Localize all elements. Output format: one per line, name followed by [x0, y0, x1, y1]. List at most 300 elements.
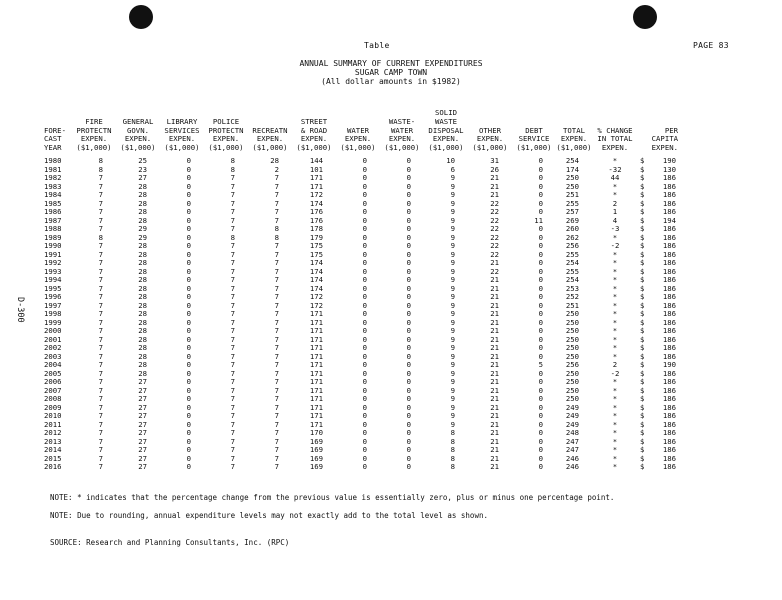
cell-value: 9: [450, 419, 455, 429]
cell-value: 253: [565, 283, 579, 293]
cell-value: 246: [565, 453, 579, 463]
cell-value: 7: [98, 394, 103, 404]
cell-pct-change: *: [612, 326, 618, 336]
cell-value: 8: [230, 156, 235, 166]
cell-per-capita: 186: [662, 198, 676, 208]
currency-symbol: $: [640, 300, 645, 310]
cell-value: 250: [565, 385, 579, 395]
cell-value: 0: [538, 436, 543, 446]
cell-per-capita: 186: [662, 368, 676, 378]
currency-symbol: $: [640, 360, 645, 370]
cell-value: 7: [230, 224, 235, 234]
cell-value: 0: [362, 419, 367, 429]
cell-value: 22: [490, 224, 499, 234]
cell-value: 7: [98, 462, 103, 472]
cell-pct-change: *: [612, 428, 618, 438]
cell-value: 171: [309, 377, 323, 387]
cell-value: 0: [538, 402, 543, 412]
cell-value: 8: [274, 232, 279, 242]
cell-pct-change: *: [612, 436, 618, 446]
cell-value: 7: [230, 241, 235, 251]
cell-value: 9: [450, 309, 455, 319]
currency-symbol: $: [640, 266, 645, 276]
cell-value: 0: [406, 445, 411, 455]
cell-value: 7: [98, 436, 103, 446]
cell-value: 21: [490, 360, 499, 370]
cell-value: 7: [98, 198, 103, 208]
expenditure-table: [44, 109, 680, 471]
cell-value: 0: [186, 198, 191, 208]
cell-value: 0: [186, 326, 191, 336]
cell-year: 1980: [44, 156, 62, 166]
cell-value: 0: [186, 190, 191, 200]
currency-symbol: $: [640, 190, 645, 200]
cell-value: 21: [490, 292, 499, 302]
currency-symbol: $: [640, 156, 645, 166]
cell-value: 7: [274, 215, 279, 225]
currency-symbol: $: [640, 181, 645, 191]
cell-pct-change: 2: [612, 360, 618, 370]
cell-year: 2012: [44, 428, 62, 438]
cell-value: 172: [309, 292, 323, 302]
cell-value: 28: [138, 215, 147, 225]
cell-year: 1991: [44, 249, 62, 259]
cell-value: 174: [309, 275, 323, 285]
source-note: SOURCE: Research and Planning Consultants, Inc. (RPC): [50, 538, 290, 547]
cell-value: 0: [406, 258, 411, 268]
cell-value: 0: [186, 275, 191, 285]
cell-value: 7: [274, 249, 279, 259]
cell-value: 251: [565, 190, 579, 200]
col-library: LIBRARY SERVICES EXPEN. ($1,000): [164, 116, 200, 153]
cell-pct-change: *: [612, 394, 618, 404]
cell-value: 171: [309, 402, 323, 412]
cell-value: 21: [490, 309, 499, 319]
cell-per-capita: 190: [662, 360, 676, 370]
cell-value: 28: [138, 249, 147, 259]
cell-year: 2004: [44, 360, 62, 370]
cell-value: 0: [186, 309, 191, 319]
cell-value: 28: [138, 241, 147, 251]
cell-per-capita: 186: [662, 385, 676, 395]
currency-symbol: $: [640, 164, 645, 174]
cell-year: 1988: [44, 224, 62, 234]
cell-per-capita: 186: [662, 181, 676, 191]
cell-year: 2005: [44, 368, 62, 378]
cell-value: 8: [450, 445, 455, 455]
cell-pct-change: *: [612, 334, 618, 344]
cell-value: 251: [565, 300, 579, 310]
cell-year: 2001: [44, 334, 62, 344]
cell-value: 0: [186, 300, 191, 310]
currency-symbol: $: [640, 326, 645, 336]
cell-value: 0: [362, 283, 367, 293]
cell-per-capita: 186: [662, 343, 676, 353]
cell-value: 7: [230, 436, 235, 446]
cell-value: 28: [138, 181, 147, 191]
cell-value: 7: [274, 190, 279, 200]
cell-year: 1997: [44, 300, 62, 310]
cell-year: 1989: [44, 232, 62, 242]
cell-value: 7: [274, 292, 279, 302]
cell-value: 7: [98, 266, 103, 276]
cell-value: 0: [186, 207, 191, 217]
cell-value: 0: [362, 173, 367, 183]
cell-pct-change: *: [612, 419, 618, 429]
cell-value: 254: [565, 258, 579, 268]
cell-per-capita: 186: [662, 309, 676, 319]
cell-year: 1999: [44, 317, 62, 327]
cell-value: 21: [490, 351, 499, 361]
cell-value: 7: [274, 173, 279, 183]
cell-value: 9: [450, 266, 455, 276]
cell-value: 0: [362, 309, 367, 319]
cell-value: 0: [186, 445, 191, 455]
cell-value: 21: [490, 283, 499, 293]
currency-symbol: $: [640, 292, 645, 302]
cell-value: 0: [406, 190, 411, 200]
cell-value: 9: [450, 351, 455, 361]
cell-year: 1998: [44, 309, 62, 319]
cell-value: 0: [362, 377, 367, 387]
cell-year: 2002: [44, 343, 62, 353]
cell-value: 7: [274, 326, 279, 336]
cell-pct-change: *: [612, 453, 618, 463]
cell-value: 29: [138, 224, 147, 234]
cell-value: 8: [98, 164, 103, 174]
cell-pct-change: *: [612, 411, 618, 421]
cell-value: 255: [565, 198, 579, 208]
cell-value: 7: [230, 394, 235, 404]
cell-value: 9: [450, 207, 455, 217]
cell-value: 21: [490, 190, 499, 200]
cell-value: 0: [362, 436, 367, 446]
cell-year: 1984: [44, 190, 62, 200]
cell-value: 29: [138, 232, 147, 242]
cell-per-capita: 186: [662, 453, 676, 463]
cell-value: 0: [186, 173, 191, 183]
cell-value: 7: [230, 198, 235, 208]
currency-symbol: $: [640, 411, 645, 421]
col-wastewater: WASTE- WATER EXPEN. ($1,000): [384, 116, 420, 153]
cell-value: 7: [274, 241, 279, 251]
cell-pct-change: *: [612, 402, 618, 412]
cell-value: 0: [538, 232, 543, 242]
cell-value: 0: [538, 368, 543, 378]
cell-value: 171: [309, 394, 323, 404]
cell-value: 250: [565, 377, 579, 387]
table-body: [44, 157, 680, 472]
currency-symbol: $: [640, 275, 645, 285]
cell-value: 255: [565, 249, 579, 259]
cell-value: 7: [230, 258, 235, 268]
currency-symbol: $: [640, 241, 645, 251]
cell-value: 9: [450, 224, 455, 234]
cell-value: 0: [538, 309, 543, 319]
cell-value: 0: [362, 190, 367, 200]
cell-value: 0: [538, 394, 543, 404]
cell-value: 7: [274, 343, 279, 353]
cell-per-capita: 186: [662, 283, 676, 293]
cell-value: 9: [450, 317, 455, 327]
cell-value: 7: [274, 258, 279, 268]
currency-symbol: $: [640, 462, 645, 472]
cell-value: 10: [446, 156, 455, 166]
currency-symbol: $: [640, 394, 645, 404]
cell-value: 7: [98, 368, 103, 378]
cell-value: 7: [98, 275, 103, 285]
cell-value: 7: [230, 411, 235, 421]
cell-value: 9: [450, 275, 455, 285]
cell-pct-change: *: [612, 351, 618, 361]
cell-value: 9: [450, 249, 455, 259]
cell-value: 0: [538, 377, 543, 387]
cell-year: 1995: [44, 283, 62, 293]
cell-value: 21: [490, 317, 499, 327]
cell-value: 21: [490, 173, 499, 183]
cell-value: 0: [362, 445, 367, 455]
col-total: TOTAL EXPEN. ($1,000): [556, 125, 592, 153]
cell-value: 0: [186, 428, 191, 438]
cell-value: 7: [98, 411, 103, 421]
cell-per-capita: 186: [662, 394, 676, 404]
cell-value: 9: [450, 334, 455, 344]
cell-value: 7: [230, 266, 235, 276]
cell-value: 0: [186, 419, 191, 429]
col-per-capita: PER CAPITA EXPEN.: [651, 125, 678, 153]
cell-value: 0: [362, 224, 367, 234]
cell-value: 0: [362, 334, 367, 344]
cell-year: 1996: [44, 292, 62, 302]
cell-value: 0: [362, 164, 367, 174]
cell-value: 0: [186, 360, 191, 370]
cell-value: 0: [362, 249, 367, 259]
header-row: [44, 109, 680, 153]
cell-value: 7: [98, 445, 103, 455]
cell-value: 7: [230, 368, 235, 378]
table-label: Table: [364, 41, 390, 50]
col-street-road: STREET & ROAD EXPEN. ($1,000): [296, 116, 332, 153]
cell-value: 171: [309, 334, 323, 344]
cell-value: 7: [98, 334, 103, 344]
cell-per-capita: 186: [662, 300, 676, 310]
cell-value: 7: [230, 309, 235, 319]
cell-pct-change: *: [612, 181, 618, 191]
cell-pct-change: -2: [610, 368, 620, 378]
cell-value: 7: [98, 292, 103, 302]
cell-value: 9: [450, 326, 455, 336]
cell-year: 1986: [44, 207, 62, 217]
cell-value: 9: [450, 258, 455, 268]
cell-value: 9: [450, 173, 455, 183]
cell-value: 8: [450, 453, 455, 463]
cell-value: 0: [406, 275, 411, 285]
cell-value: 0: [538, 445, 543, 455]
cell-value: 0: [538, 258, 543, 268]
cell-per-capita: 186: [662, 326, 676, 336]
cell-value: 28: [270, 156, 279, 166]
cell-value: 0: [362, 266, 367, 276]
cell-per-capita: 194: [662, 215, 676, 225]
cell-value: 9: [450, 385, 455, 395]
cell-value: 7: [98, 360, 103, 370]
cell-value: 0: [186, 181, 191, 191]
cell-value: 0: [538, 343, 543, 353]
cell-value: 7: [230, 453, 235, 463]
cell-per-capita: 186: [662, 317, 676, 327]
cell-value: 0: [186, 377, 191, 387]
cell-per-capita: 130: [662, 164, 676, 174]
cell-value: 7: [230, 334, 235, 344]
cell-value: 27: [138, 428, 147, 438]
cell-value: 27: [138, 445, 147, 455]
cell-per-capita: 186: [662, 249, 676, 259]
cell-value: 0: [362, 428, 367, 438]
cell-value: 28: [138, 292, 147, 302]
cell-year: 2006: [44, 377, 62, 387]
cell-value: 21: [490, 462, 499, 472]
cell-per-capita: 186: [662, 445, 676, 455]
cell-value: 249: [565, 411, 579, 421]
cell-value: 7: [98, 190, 103, 200]
cell-value: 7: [98, 351, 103, 361]
cell-value: 7: [98, 326, 103, 336]
currency-symbol: $: [640, 309, 645, 319]
cell-pct-change: *: [612, 232, 618, 242]
cell-value: 7: [274, 283, 279, 293]
cell-value: 0: [406, 402, 411, 412]
cell-value: 0: [538, 164, 543, 174]
cell-per-capita: 186: [662, 411, 676, 421]
cell-per-capita: 186: [662, 292, 676, 302]
cell-value: 6: [450, 164, 455, 174]
cell-value: 9: [450, 368, 455, 378]
table-subtitle: SUGAR CAMP TOWN: [354, 68, 428, 77]
cell-value: 9: [450, 411, 455, 421]
cell-pct-change: 1: [612, 207, 618, 217]
cell-value: 0: [538, 300, 543, 310]
cell-year: 2008: [44, 394, 62, 404]
cell-pct-change: -3: [610, 224, 620, 234]
col-general-govn: GENERAL GOVN. EXPEN. ($1,000): [120, 116, 156, 153]
cell-value: 0: [406, 343, 411, 353]
cell-value: 8: [230, 164, 235, 174]
col-water: WATER EXPEN. ($1,000): [340, 125, 376, 153]
col-pct-change: % CHANGE IN TOTAL EXPEN.: [597, 125, 633, 153]
cell-value: 0: [538, 326, 543, 336]
cell-per-capita: 186: [662, 419, 676, 429]
cell-value: 8: [230, 232, 235, 242]
cell-value: 169: [309, 462, 323, 472]
cell-value: 28: [138, 309, 147, 319]
cell-value: 0: [538, 249, 543, 259]
cell-year: 2013: [44, 436, 62, 446]
cell-value: 0: [362, 385, 367, 395]
cell-value: 171: [309, 343, 323, 353]
cell-value: 0: [186, 351, 191, 361]
cell-value: 0: [362, 292, 367, 302]
cell-value: 0: [362, 232, 367, 242]
cell-value: 0: [362, 462, 367, 472]
cell-pct-change: *: [612, 258, 618, 268]
cell-value: 171: [309, 317, 323, 327]
cell-value: 7: [230, 428, 235, 438]
cell-value: 0: [362, 411, 367, 421]
cell-pct-change: 2: [612, 198, 618, 208]
cell-value: 21: [490, 368, 499, 378]
cell-value: 7: [230, 249, 235, 259]
cell-value: 0: [538, 198, 543, 208]
currency-symbol: $: [640, 377, 645, 387]
cell-value: 21: [490, 181, 499, 191]
cell-pct-change: *: [612, 300, 618, 310]
cell-value: 0: [186, 283, 191, 293]
note-percentage: NOTE: * indicates that the percentage change from the previous value is essentially zero, plus or minus one percentage point.: [50, 493, 615, 502]
cell-value: 28: [138, 207, 147, 217]
cell-value: 0: [406, 292, 411, 302]
cell-value: 7: [230, 326, 235, 336]
cell-value: 7: [274, 428, 279, 438]
cell-value: 28: [138, 360, 147, 370]
binder-hole-left-icon: [129, 5, 153, 29]
cell-value: 0: [186, 402, 191, 412]
currency-symbol: $: [640, 428, 645, 438]
cell-per-capita: 186: [662, 224, 676, 234]
cell-value: 0: [406, 283, 411, 293]
cell-value: 174: [565, 164, 579, 174]
cell-value: 0: [186, 368, 191, 378]
cell-value: 7: [274, 368, 279, 378]
cell-value: 21: [490, 411, 499, 421]
cell-value: 5: [538, 360, 543, 370]
cell-value: 0: [406, 317, 411, 327]
cell-value: 21: [490, 377, 499, 387]
cell-value: 250: [565, 351, 579, 361]
currency-symbol: $: [640, 445, 645, 455]
cell-value: 21: [490, 275, 499, 285]
cell-value: 27: [138, 411, 147, 421]
cell-value: 0: [186, 232, 191, 242]
cell-value: 7: [98, 181, 103, 191]
cell-value: 0: [538, 453, 543, 463]
cell-value: 0: [362, 215, 367, 225]
cell-per-capita: 186: [662, 241, 676, 251]
currency-symbol: $: [640, 258, 645, 268]
cell-value: 7: [274, 275, 279, 285]
cell-year: 1992: [44, 258, 62, 268]
cell-value: 246: [565, 462, 579, 472]
cell-value: 7: [230, 292, 235, 302]
cell-value: 0: [362, 275, 367, 285]
cell-value: 7: [274, 181, 279, 191]
cell-value: 0: [538, 173, 543, 183]
cell-value: 7: [230, 445, 235, 455]
cell-value: 28: [138, 198, 147, 208]
cell-value: 0: [362, 351, 367, 361]
cell-value: 9: [450, 215, 455, 225]
cell-value: 9: [450, 394, 455, 404]
cell-value: 0: [186, 411, 191, 421]
cell-value: 7: [98, 241, 103, 251]
cell-value: 21: [490, 453, 499, 463]
cell-value: 176: [309, 215, 323, 225]
cell-value: 250: [565, 173, 579, 183]
cell-value: 144: [309, 156, 323, 166]
cell-value: 9: [450, 190, 455, 200]
cell-value: 28: [138, 334, 147, 344]
cell-value: 169: [309, 436, 323, 446]
cell-value: 255: [565, 266, 579, 276]
